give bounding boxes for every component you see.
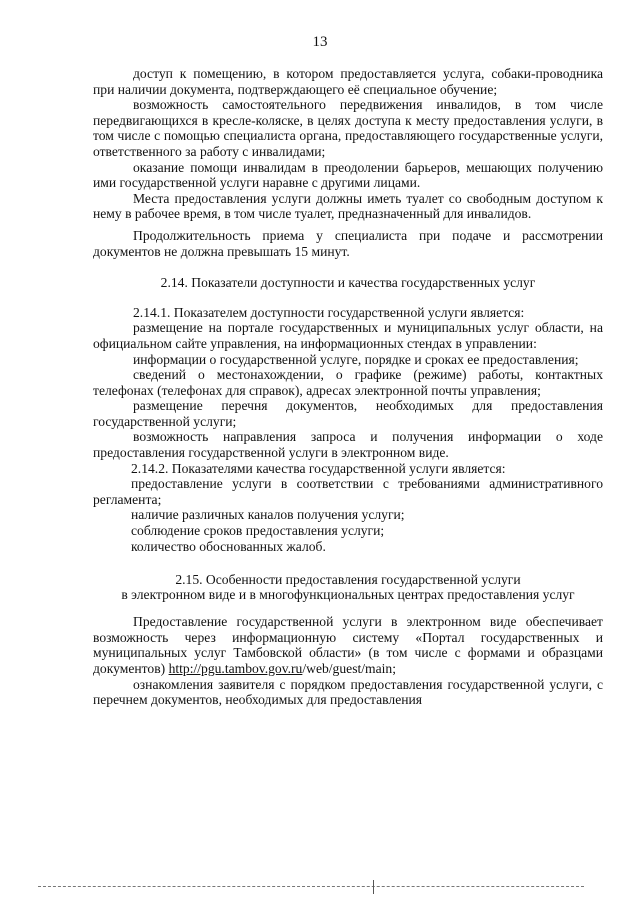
paragraph: возможность самостоятельного передвижения инвалидов, в том числе передвигающихся в кресле-коляске, в целях доступа к месту предоставления услуги, в том числе с помощью специалиста органа, предоставляющего государственные услуги, ответственного за работу с инвалидами;	[93, 97, 603, 159]
section-heading-line: 2.15. Особенности предоставления государственной услуги	[175, 572, 521, 588]
paragraph-text: Предоставление государственной услуги в электронном виде обеспечивает возможность через информационную систему «Портал государственных и муниципальных услуг Тамбовской области» (в том числе с формами и образцами документов)	[93, 614, 603, 676]
paragraph: информации о государственной услуге, порядке и сроках ее предоставления;	[133, 351, 579, 367]
section-heading-line: в электронном виде и в многофункциональных центрах предоставления услуг	[121, 587, 575, 603]
section-heading-2-14: 2.14. Показатели доступности и качества государственных услуг	[160, 275, 536, 291]
paragraph: сведений о местонахождении, о графике (режиме) работы, контактных телефонах (телефонах для справок), адресах электронной почты управления;	[93, 367, 603, 398]
paragraph-text: /web/guest/main;	[302, 661, 396, 676]
paragraph: доступ к помещению, в котором предоставляется услуга, собаки-проводника при наличии документа, подтверждающего её специальное обучение;	[93, 66, 603, 97]
paragraph: размещение на портале государственных и муниципальных услуг области, на официальном сайте управления, на информационных стендах в управлении:	[93, 320, 603, 351]
footer-divider	[38, 886, 584, 887]
paragraph	[93, 614, 603, 676]
document-body	[93, 66, 603, 708]
page-number: 13	[312, 34, 328, 50]
paragraph: предоставление услуги в соответствии с требованиями административного регламента;	[93, 476, 603, 507]
paragraph: 2.14.2. Показателями качества государственной услуги является:	[131, 460, 506, 476]
paragraph: Продолжительность приема у специалиста при подаче и рассмотрении документов не должна превышать 15 минут.	[93, 227, 603, 259]
paragraph: соблюдение сроков предоставления услуги;	[131, 523, 385, 539]
portal-link[interactable]: http://pgu.tambov.gov.ru	[168, 661, 303, 676]
section-heading-2-15	[93, 572, 603, 602]
paragraph: возможность направления запроса и получения информации о ходе предоставления государственной услуги в электронном виде.	[93, 429, 603, 461]
paragraph: размещение перечня документов, необходимых для предоставления государственной услуги;	[93, 398, 603, 429]
paragraph: оказание помощи инвалидам в преодолении барьеров, мешающих получению ими государственной услуги наравне с другими лицами.	[93, 159, 603, 191]
paragraph: Места предоставления услуги должны иметь туалет со свободным доступом к нему в рабочее время, в том числе туалет, предназначенный для инвалидов.	[93, 190, 603, 222]
paragraph: наличие различных каналов получения услуги;	[131, 507, 405, 523]
paragraph: ознакомления заявителя с порядком предоставления государственной услуги, с перечнем документов, необходимых для предоставления	[93, 676, 603, 708]
footer-mark	[373, 880, 374, 894]
paragraph: 2.14.1. Показателем доступности государственной услуги является:	[133, 304, 525, 320]
paragraph: количество обоснованных жалоб.	[131, 538, 326, 554]
